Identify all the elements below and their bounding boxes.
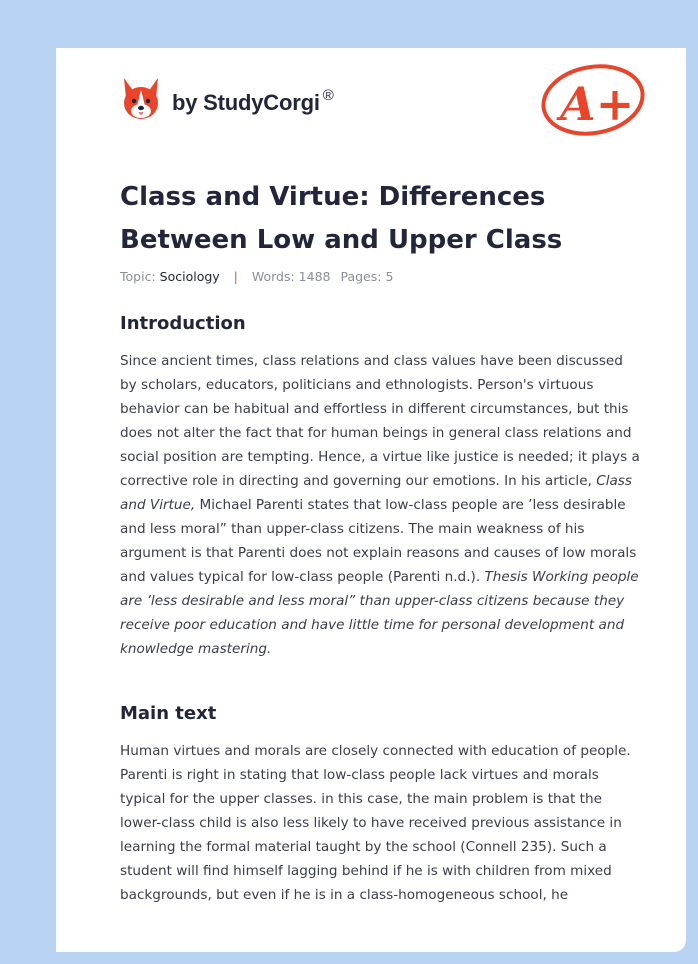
section-heading-main-text: Main text (120, 703, 217, 724)
topic-link[interactable]: Sociology (159, 269, 220, 284)
document-page (56, 48, 686, 952)
word-count: Words: 1488 (251, 269, 331, 284)
registered-mark: ® (322, 86, 334, 104)
section-paragraph-main-text: Human virtues and morals are closely connected with education of people. Parenti is right in stating that low-class people lack virtues and morals typical for the upper classes. in this case, the main problem is that the lower-class child is also less likely to have received previous assistance in learning the formal material taught by the school (Connell 235). Such a student will find himself lagging behind if he is with children from mixed backgrounds, but even if he is in a class-homogeneous school, he (120, 743, 631, 903)
section-heading-introduction: Introduction (120, 313, 246, 334)
a-plus-icon (538, 56, 648, 140)
brand-header[interactable] (120, 76, 334, 122)
corgi-icon (120, 76, 162, 122)
article-title: Class and Virtue: Differences Between Low and Upper Class (120, 182, 563, 255)
section-paragraph-introduction (120, 349, 640, 661)
brand-name: by StudyCorgi (172, 90, 320, 115)
meta-separator: | (233, 269, 238, 284)
paragraph-text: Michael Parenti states that low-class people are ’less desirable and less moral” than upper-class citizens. The main weakness of his argument is that Parenti does not explain reasons and causes of low morals and values typical for low-class people (Parenti n.d.). (120, 497, 637, 585)
svg-text:A+: A+ (560, 77, 635, 131)
paragraph-text: Since ancient times, class relations and class values have been discussed by scholars, educators, politicians and ethnologists. Person's virtuous behavior can be habitual and effortless in different circumstances, but this does not alter the fact that for human beings in general class relations and social position are tempting. Hence, a virtue like justice is needed; it plays a corrective role in directing and governing our emotions. In his article, (120, 353, 640, 489)
article-reference: Class and Virtue, (120, 473, 632, 513)
topic-label: Topic: (120, 269, 156, 284)
article-meta (120, 269, 393, 284)
thesis-statement: Thesis Working people are ’less desirable and less moral” than upper-class citizens because they receive poor education and have little time for personal development and knowledge mastering. (120, 569, 639, 657)
page-count: Pages: 5 (340, 269, 394, 284)
